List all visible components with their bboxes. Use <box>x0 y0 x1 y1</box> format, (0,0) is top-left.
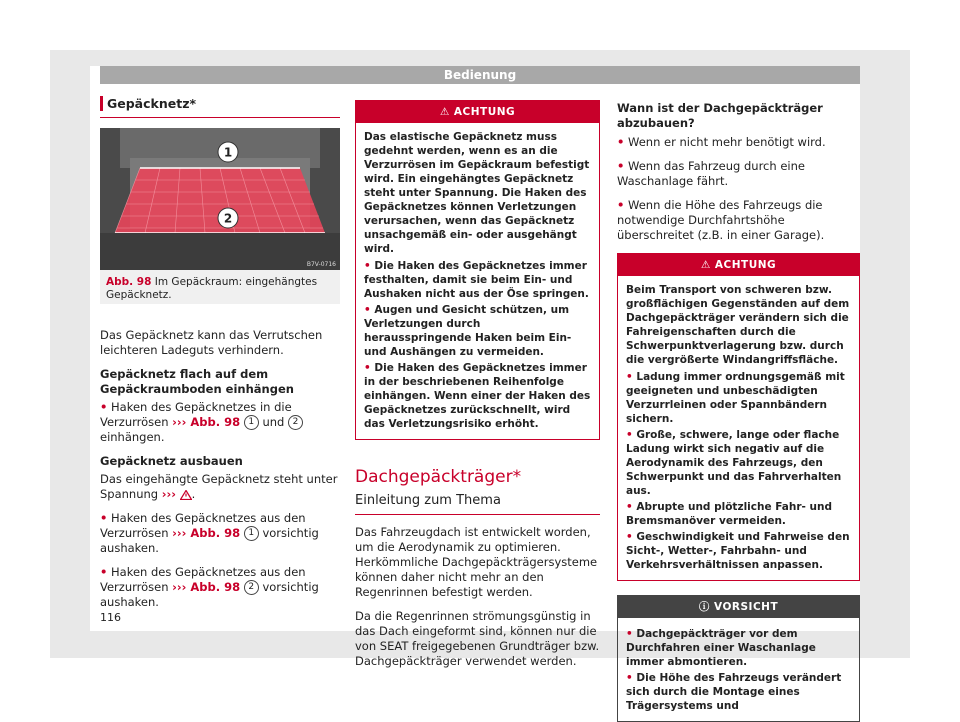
callout-marker: 1 <box>244 526 259 541</box>
caution-item: • Die Höhe des Fahrzeugs verändert sich durch die Montage eines Trägersystems und <box>626 672 842 712</box>
chapter-title: Dachgepäckträger* <box>355 467 522 487</box>
photo-callout-2: 2 <box>223 211 233 226</box>
page-header: Bedienung <box>100 66 860 84</box>
section-title-luggage-net: Gepäcknetz* <box>100 96 340 111</box>
subheading-install: Gepäcknetz flach auf dem Gepäckraumboden einhängen <box>100 367 294 396</box>
remove-paragraph: Das eingehängte Gepäcknetz steht unter Spannung ››› . <box>100 472 338 501</box>
middle-column <box>355 100 600 678</box>
install-step: • Haken des Gepäcknetzes in die Verzurrösen ››› Abb. 98 1 und 2 einhängen. <box>100 400 340 445</box>
photo-callout-1: 1 <box>223 145 233 160</box>
warning-item: • Die Haken des Gepäcknetzes immer in der beschriebenen Reihenfolge einhängen. Wenn einer der Haken des Gepäcknetzes zurückschnellt, wird das Verletzungsrisiko erhöht. <box>364 362 591 430</box>
intro-paragraph: Das Gepäcknetz kann das Verrutschen leichteren Ladeguts verhindern. <box>100 328 323 357</box>
question-item: • Wenn das Fahrzeug durch eine Waschanlage fährt. <box>617 159 805 188</box>
right-column <box>617 101 860 722</box>
warning-intro: Beim Transport von schweren bzw. großflächigen Gegenständen auf dem Dachgepäckträger verändern sich die Fahreigenschaften durch die Schwerpunktverlagerung bzw. durch die vergrößerte Windangriffsfläche. <box>626 284 850 366</box>
warning-item: • Geschwindigkeit und Fahrweise den Sicht-, Wetter-, Fahrbahn- und Verkehrsverhältnissen anpassen. <box>626 531 850 571</box>
body-paragraph: Das Fahrzeugdach ist entwickelt worden, um die Aerodynamik zu optimieren. Herkömmliche Dachgepäckträgersysteme können daher nicht mehr an den Regenrinnen befestigt werden. <box>355 525 598 599</box>
caution-body <box>618 618 859 721</box>
warning-item: • Die Haken des Gepäcknetzes immer festhalten, damit sie beim Ein- und Aushaken nicht aus der Öse springen. <box>364 260 589 300</box>
section-rule <box>100 117 340 118</box>
warning-item: • Augen und Gesicht schützen, um Verletzungen durch herausspringende Haken beim Ein- und Aushängen zu vermeiden. <box>364 304 572 358</box>
caution-box <box>617 595 860 722</box>
info-circle-icon: ⓘ <box>698 601 710 613</box>
question-item: • Wenn die Höhe des Fahrzeugs die notwendige Durchfahrtshöhe überschreitet (z.B. in einer Garage). <box>617 198 825 242</box>
remove-step: • Haken des Gepäcknetzes aus den Verzurrösen ››› Abb. 98 1 vorsichtig aushaken. <box>100 511 319 555</box>
question-item: • Wenn er nicht mehr benötigt wird. <box>617 135 826 149</box>
caption-text: Im Gepäckraum: eingehängtes Gepäcknetz. <box>106 276 318 301</box>
warning-item: • Große, schwere, lange oder flache Ladung wirkt sich negativ auf die Aerodynamik des Fahrzeugs, den Schwerpunkt und das Fahrverhalten aus. <box>626 429 842 497</box>
luggage-net-photo <box>100 128 340 270</box>
callout-marker: 2 <box>244 580 259 595</box>
warning-header: ⚠ ACHTUNG <box>618 254 859 276</box>
figure-reference-link[interactable]: ››› Abb. 98 <box>172 526 241 540</box>
warning-body <box>356 123 599 439</box>
section-rule <box>355 514 600 515</box>
subheading-remove: Gepäcknetz ausbauen <box>100 454 243 468</box>
warning-item: • Abrupte und plötzliche Fahr- und Bremsmanöver vermeiden. <box>626 501 833 527</box>
warning-item: • Ladung immer ordnungsgemäß mit geeigneten und unbeschädigten Verzurrleinen oder Spannbändern sichern. <box>626 371 845 425</box>
warning-box-net <box>355 100 600 440</box>
remove-step: • Haken des Gepäcknetzes aus den Verzurrösen ››› Abb. 98 2 vorsichtig aushaken. <box>100 565 319 609</box>
warning-triangle-icon: ⚠ <box>439 106 450 118</box>
callout-marker: 2 <box>288 415 303 430</box>
chapter-subtitle: Einleitung zum Thema <box>355 493 501 508</box>
page-number: 116 <box>100 611 121 624</box>
figure-reference-link[interactable]: ››› Abb. 98 <box>172 415 241 429</box>
callout-marker: 1 <box>244 415 259 430</box>
caution-item: • Dachgepäckträger vor dem Durchfahren einer Waschanlage immer abmontieren. <box>626 628 816 668</box>
warning-intro: Das elastische Gepäcknetz muss gedehnt werden, wenn es an die Verzurrösen im Gepäckraum befestigt wird. Ein eingehängtes Gepäcknetz steht unter Spannung. Die Haken des Gepäcknetzes können Verletzungen verursachen, wenn das Gepäcknetz unsachgemäß ein- oder ausgehängt wird. <box>364 131 590 255</box>
manual-page <box>90 66 860 712</box>
caption-label: Abb. 98 <box>106 276 152 288</box>
warning-triangle-icon <box>180 490 192 500</box>
caution-header: ⓘ VORSICHT <box>618 596 859 618</box>
photo-code: B7V-0716 <box>306 261 336 268</box>
figure-98 <box>100 128 340 304</box>
figure-reference-link[interactable]: ››› Abb. 98 <box>172 580 241 594</box>
trunk-illustration <box>100 128 340 270</box>
warning-box-roof <box>617 253 860 581</box>
warning-reference-link[interactable]: ››› <box>161 487 176 501</box>
figure-caption <box>106 276 334 302</box>
question-heading: Wann ist der Dachgepäckträger abzubauen? <box>617 101 823 130</box>
warning-header: ⚠ ACHTUNG <box>356 101 599 123</box>
warning-triangle-icon: ⚠ <box>700 259 711 271</box>
warning-body <box>618 276 859 580</box>
body-paragraph: Da die Regenrinnen strömungsgünstig in das Dach eingeformt sind, können nur die von SEAT freigegebenen Grundträger bzw. Dachgepäckträger verwendet werden. <box>355 609 600 668</box>
left-column <box>100 96 340 619</box>
